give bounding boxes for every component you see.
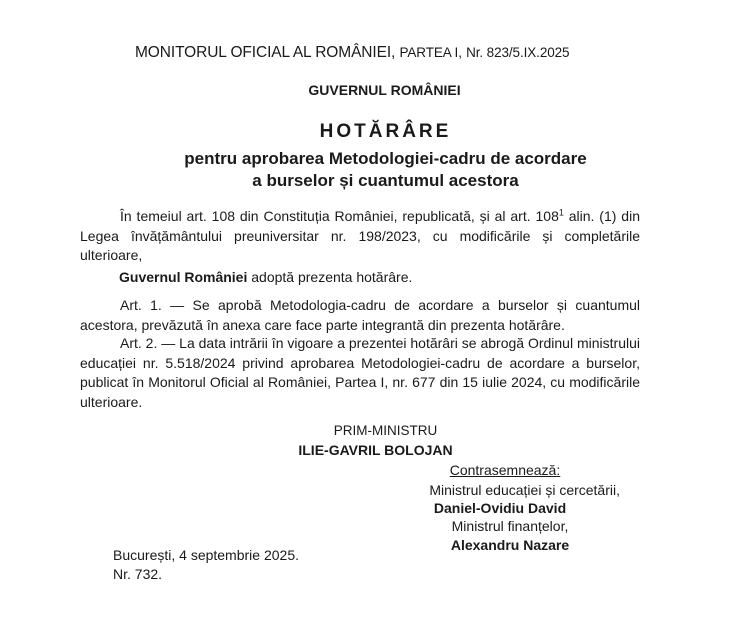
publication-header bbox=[135, 44, 569, 62]
adoption-text: adoptă prezenta hotărâre. bbox=[247, 269, 413, 285]
article-1: Art. 1. — Se aprobă Metodologia-cadru de acordare a burselor și cuantumul acestora, prevăzută în anexa care face parte integrantă din prezenta hotărâre. bbox=[80, 297, 640, 333]
article-2: Art. 2. — La data intrării în vigoare a prezentei hotărâri se abrogă Ordinul ministrului educației nr. 5.518/2024 privind aprobarea Metodologiei-cadru de acordare a burselor, publicat în Monitorul Oficial al României, Partea I, nr. 677 din 15 iulie 2024, cu modificările ulterioare. bbox=[80, 335, 640, 410]
countersign-label: Contrasemnează: bbox=[449, 462, 561, 478]
minister1-title: Ministrul educației și cercetării, bbox=[429, 482, 620, 498]
publication-number: Nr. 823/5.IX.2025 bbox=[466, 45, 570, 60]
preamble-superscript: 1 bbox=[558, 207, 564, 218]
preamble-paragraph bbox=[80, 207, 640, 266]
place-date: București, 4 septembrie 2025. bbox=[113, 547, 299, 563]
publication-name: MONITORUL OFICIAL AL ROMÂNIEI, bbox=[135, 44, 396, 61]
issuer-heading: GUVERNUL ROMÂNIEI bbox=[308, 82, 461, 98]
publication-part: PARTEA I, bbox=[399, 45, 462, 60]
document-subtitle-line2: a burselor și cuantumul acestora bbox=[252, 171, 519, 190]
document-subtitle-line1: pentru aprobarea Metodologiei-cadru de acordare bbox=[184, 149, 587, 168]
prime-minister-label: PRIM-MINISTRU bbox=[333, 423, 438, 438]
document-title: HOTĂRÂRE bbox=[319, 121, 452, 142]
decision-number: Nr. 732. bbox=[113, 566, 163, 582]
minister2-title: Ministrul finanțelor, bbox=[451, 518, 569, 534]
prime-minister-name: ILIE-GAVRIL BOLOJAN bbox=[298, 442, 453, 458]
minister2-name: Alexandru Nazare bbox=[450, 537, 570, 553]
adoption-paragraph bbox=[119, 268, 412, 288]
adoption-subject: Guvernul României bbox=[119, 269, 248, 285]
minister1-name: Daniel-Ovidiu David bbox=[433, 500, 567, 516]
preamble-text-start: În temeiul art. 108 din Constituția României, republicată, și al art. 108 bbox=[120, 208, 559, 224]
preamble-text-end: alin. (1) din Legea învățământului preuniversitar nr. 198/2023, cu modificările și completările ulterioare, bbox=[80, 208, 640, 263]
